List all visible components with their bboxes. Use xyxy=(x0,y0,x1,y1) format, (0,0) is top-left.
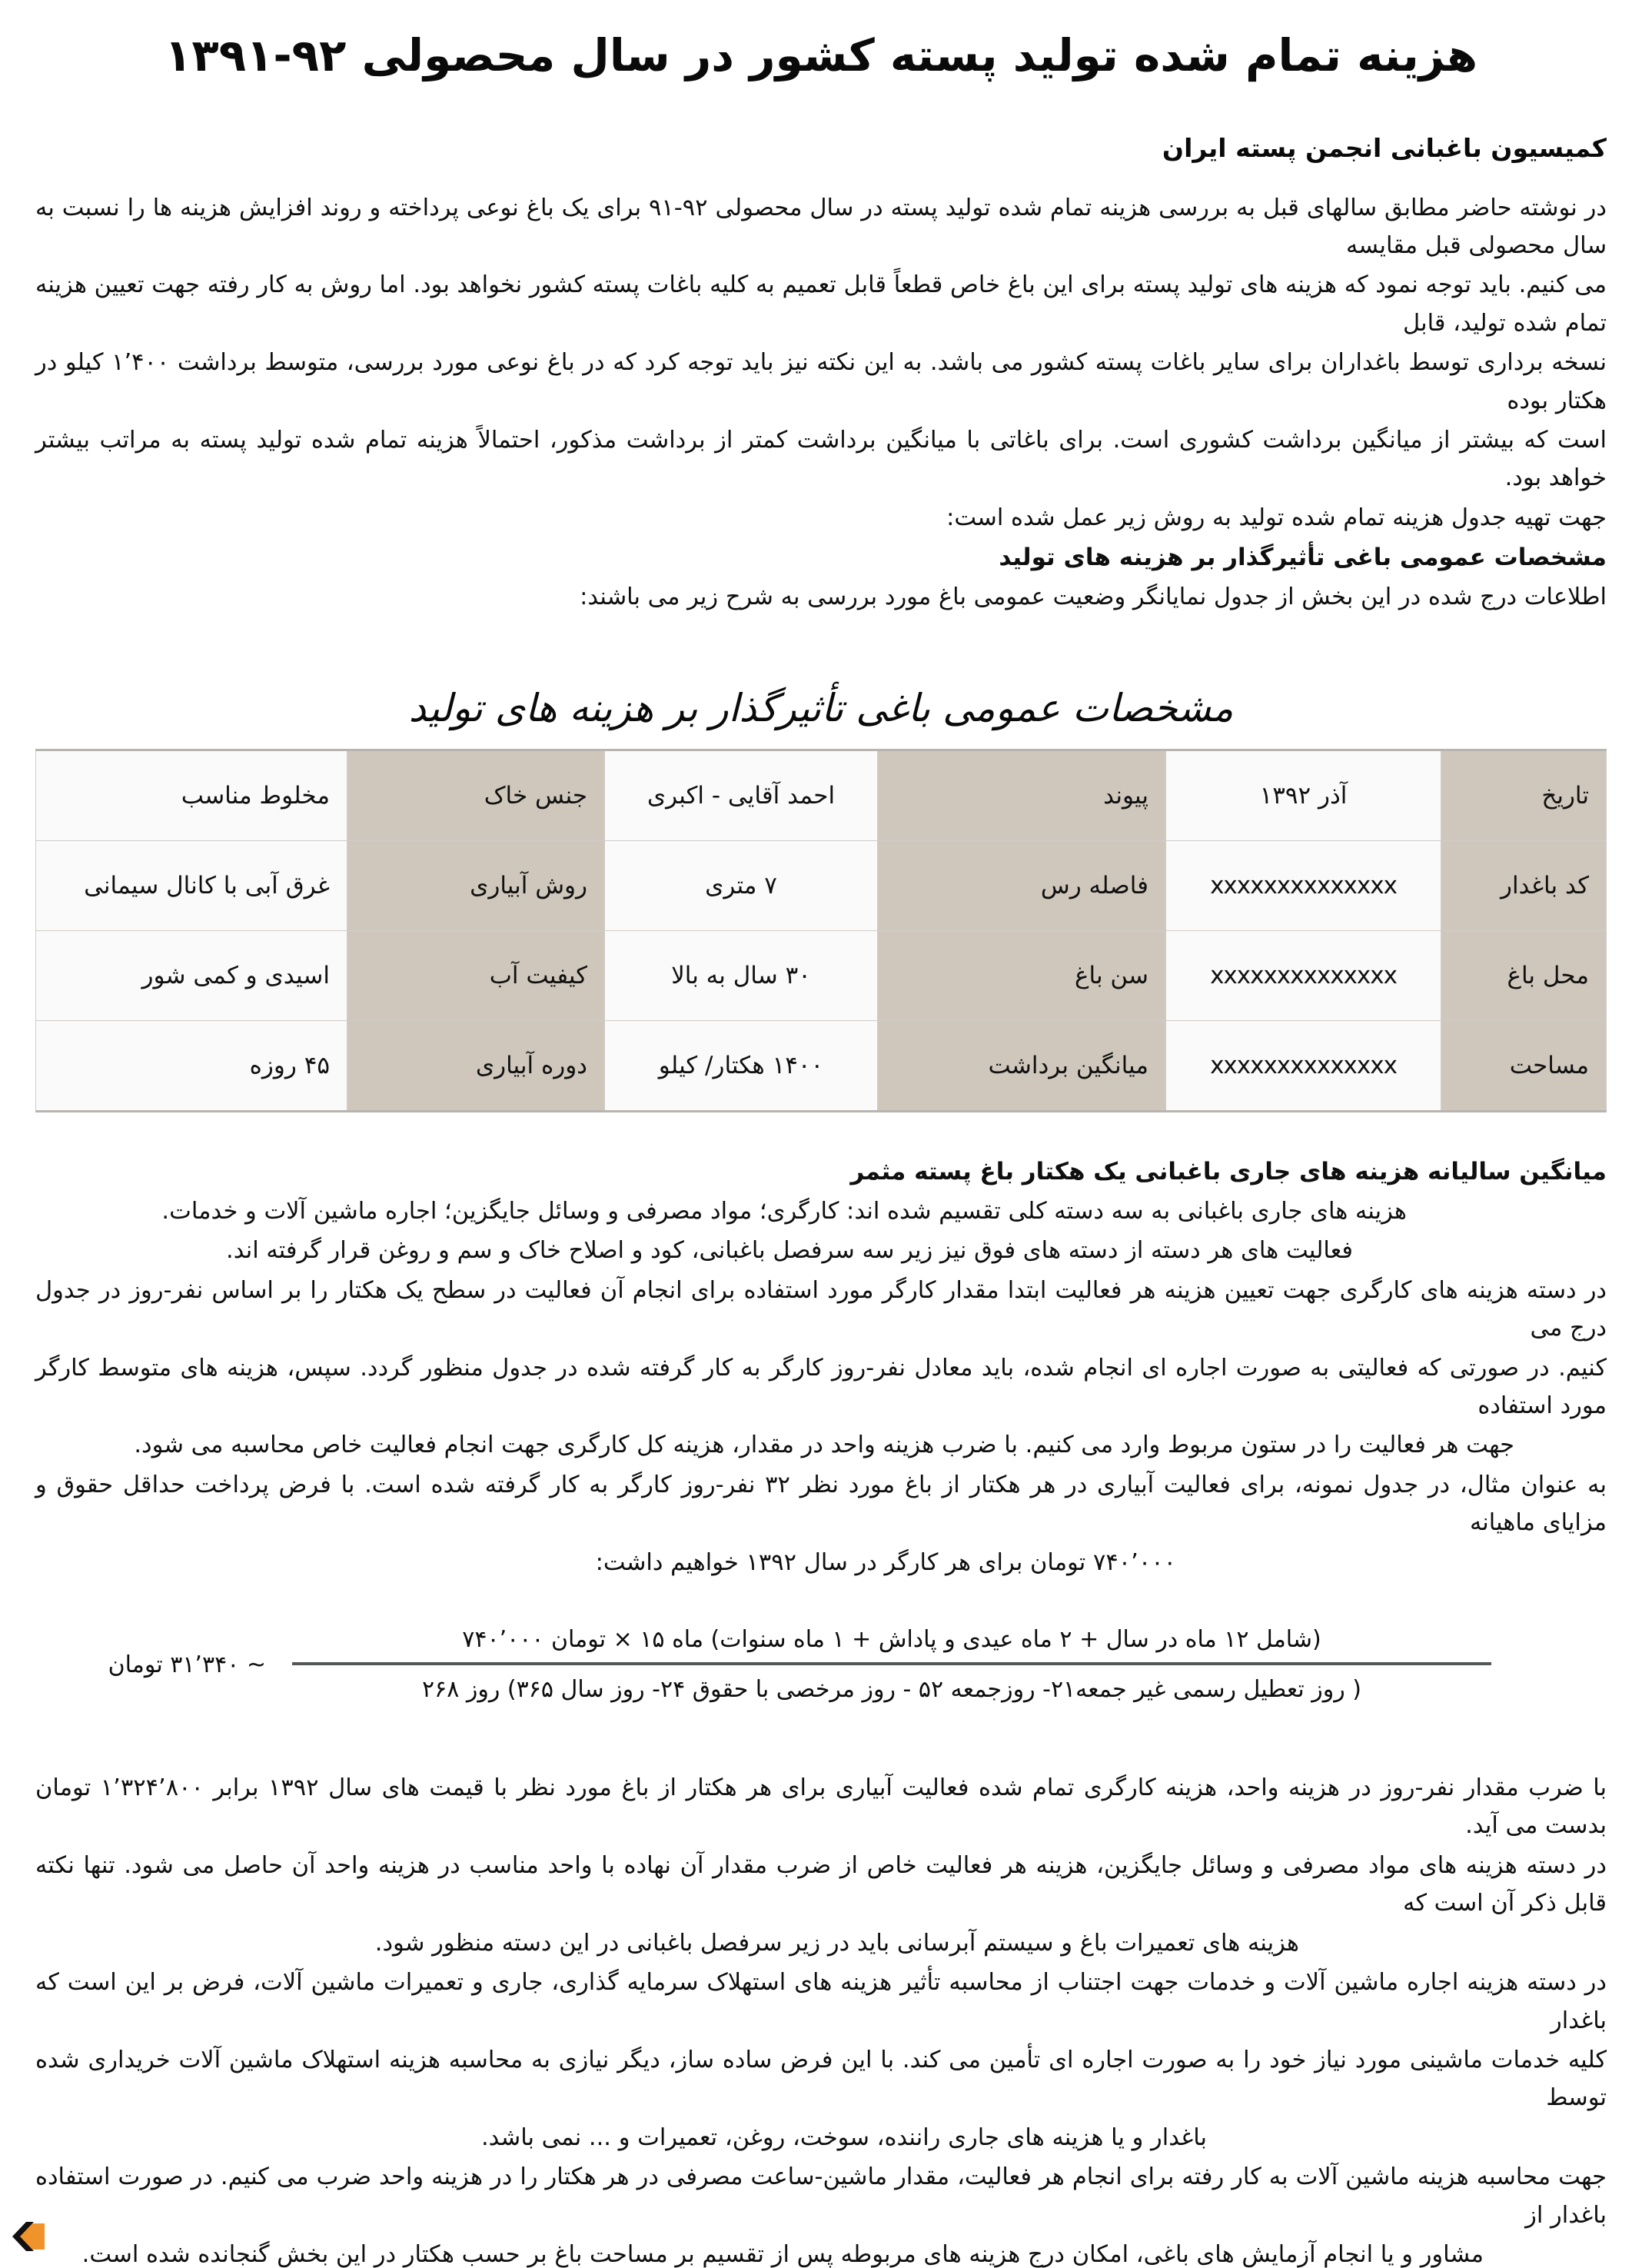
cell-value-water-quality: اسیدی و کمی شور xyxy=(36,930,347,1020)
costs-line-1: هزینه های جاری باغبانی به سه دسته کلی تقسیم شده اند: کارگری؛ مواد مصرفی و وسائل جایگزین؛ اجاره ماشین آلات و خدمات. xyxy=(161,1198,1407,1225)
machinery-line-6: باغدار و یا هزینه های جاری راننده، سوخت، روغن، تعمیرات و ... نمی باشد. xyxy=(480,2123,1207,2151)
intro-line-2: می کنیم. باید توجه نمود که هزینه های تولید پسته برای این باغ خاص قطعاً قابل تعمیم به کلیه باغات پسته کشور نخواهد بود. اما روش به کار رفته جهت تعیین هزینه تمام شده تولید، قابل xyxy=(35,271,1607,337)
specs-table xyxy=(35,749,1607,1112)
cell-label-orchard-age: سن باغ xyxy=(878,930,1166,1020)
machinery-line-8: مشاور و یا انجام آزمایش های باغی، امکان درج هزینه های مربوطه پس از تقسیم بر مساحت باغ بر حسب هکتار در این بخش گنجانده شده است. xyxy=(81,2240,1484,2268)
specs-table-title: مشخصات عمومی باغی تأثیرگذار بر هزینه های تولید xyxy=(408,685,1234,730)
cell-value-soil-type: مخلوط مناسب xyxy=(36,750,347,840)
cell-value-area: xxxxxxxxxxxxxx xyxy=(1166,1020,1441,1111)
cell-label-soil-type: جنس خاک xyxy=(347,750,605,840)
wage-formula xyxy=(35,1626,1607,1703)
costs-line-5: جهت هر فعالیت را در ستون مربوط وارد می کنیم. با ضرب هزینه واحد در مقدار، هزینه کل کارگری جهت انجام فعالیت خاص محاسبه می شود. xyxy=(134,1432,1514,1459)
costs-line-6: به عنوان مثال، در جدول نمونه، برای فعالیت آبیاری در هر هکتار از باغ مورد نظر ۳۲ نفر-روز کارگر به کار گرفته شده است. با فرض پرداخت حداقل حقوق و مزایای ماهیانه xyxy=(35,1471,1607,1537)
costs-line-2: فعالیت های هر دسته از دسته های فوق نیز زیر سه سرفصل باغبانی، کود و اصلاح خاک و سم و روغن قرار گرفته اند. xyxy=(226,1237,1353,1265)
intro-section xyxy=(35,189,1607,617)
cell-value-date: آذر ۱۳۹۲ xyxy=(1166,750,1441,840)
cell-label-clay-distance: فاصله رس xyxy=(878,840,1166,930)
table-row xyxy=(36,750,1607,840)
cell-value-irrigation-method: غرق آبی با کانال سیمانی xyxy=(36,840,347,930)
machinery-line-2: در دسته هزینه های مواد مصرفی و وسائل جایگزین، هزینه هر فعالیت خاص از ضرب مقدار آن نهاده با واحد مناسب در هزینه واحد آن حاصل می شود. تنها نکته قابل ذکر آن است که xyxy=(35,1851,1607,1917)
cell-value-orchard-location: xxxxxxxxxxxxxx xyxy=(1166,930,1441,1020)
cell-value-grower-code: xxxxxxxxxxxxxx xyxy=(1166,840,1441,930)
intro-line-3: نسخه برداری توسط باغداران برای سایر باغات پسته کشور می باشد. به این نکته نیز باید توجه کرد که در باغ نوعی مورد بررسی، متوسط برداشت ۱٬۴۰۰ کیلو در هکتار بوده xyxy=(35,349,1607,414)
fraction-denominator: ( روز تعطیل رسمی غیر جمعه۲۱- روزجمعه ۵۲ - روز مرخصی با حقوق ۲۴- روز سال ۳۶۵) روز ۲۶۸ xyxy=(422,1676,1361,1704)
cell-value-irrigation-cycle: ۴۵ روزه xyxy=(36,1020,347,1111)
intro-line-1: در نوشته حاضر مطابق سالهای قبل به بررسی هزینه تمام شده تولید پسته در سال محصولی ۹۲-۹۱ برای یک باغ نوعی پرداخته و روند افزایش هزینه ها را نسبت به سال محصولی قبل مقایسه xyxy=(35,194,1607,259)
machinery-section xyxy=(35,1769,1607,2268)
table-row xyxy=(36,840,1607,930)
fraction-numerator: (شامل ۱۲ ماه در سال + ۲ ماه عیدی و پاداش + ۱ ماه سنوات) ماه ۱۵ × تومان ۷۴۰٬۰۰۰ xyxy=(462,1626,1321,1654)
table-row xyxy=(36,1020,1607,1111)
cell-label-water-quality: کیفیت آب xyxy=(347,930,605,1020)
intro-line-5: جهت تهیه جدول هزینه تمام شده تولید به روش زیر عمل شده است: xyxy=(946,504,1607,531)
costs-line-3: در دسته هزینه های کارگری جهت تعیین هزینه هر فعالیت ابتدا مقدار کارگر مورد استفاده برای انجام آن فعالیت در سطح یک هکتار را بر اساس نفر-روز در جدول درج می xyxy=(35,1276,1607,1342)
cell-label-orchard-location: محل باغ xyxy=(1441,930,1607,1020)
cell-label-grower-code: کد باغدار xyxy=(1441,840,1607,930)
committee-byline: کمیسیون باغبانی انجمن پسته ایران xyxy=(1162,132,1607,163)
cell-label-average-yield: میانگین برداشت xyxy=(878,1020,1166,1111)
costs-subheading: میانگین سالیانه هزینه های جاری باغبانی یک هکتار باغ پسته مثمر xyxy=(850,1157,1607,1186)
table-row xyxy=(36,930,1607,1020)
costs-line-4: کنیم. در صورتی که فعالیتی به صورت اجاره ای انجام شده، باید معادل نفر-روز کارگر به کار گرفته شده در جدول منظور گردد. سپس، هزینه های متوسط کارگر مورد استفاده xyxy=(35,1354,1607,1420)
cell-value-clay-distance: ۷ متری xyxy=(605,840,878,930)
cell-value-graft: احمد آقایی - اکبری xyxy=(605,750,878,840)
intro-line-4: است که بیشتر از میانگین برداشت کشوری است. برای باغاتی با میانگین برداشت کمتر از برداشت مذکور، احتمالاً هزینه تمام شده تولید پسته به مراتب بیشتر خواهد بود. xyxy=(35,426,1607,492)
chevron-left-icon xyxy=(6,2219,52,2254)
previous-page-button[interactable] xyxy=(6,2219,52,2254)
costs-line-7: ۷۴۰٬۰۰۰ تومان برای هر کارگر در سال ۱۳۹۲ خواهیم داشت: xyxy=(595,1548,1176,1576)
cell-label-graft: پیوند xyxy=(878,750,1166,840)
fraction xyxy=(292,1626,1491,1703)
cell-label-irrigation-method: روش آبیاری xyxy=(347,840,605,930)
fraction-result: ~ ۳۱٬۳۴۰ تومان xyxy=(108,1651,266,1678)
intro-line-6: اطلاعات درج شده در این بخش از جدول نمایانگر وضعیت عمومی باغ مورد بررسی به شرح زیر می باشند: xyxy=(580,584,1607,611)
cell-value-average-yield: ۱۴۰۰ هکتار/ کیلو xyxy=(605,1020,878,1111)
machinery-line-5: کلیه خدمات ماشینی مورد نیاز خود را به صورت اجاره ای تأمین می کند. با این فرض ساده ساز، دیگر نیازی به محاسبه هزینه استهلاک ماشین آلات خریداری شده توسط xyxy=(35,2046,1607,2112)
machinery-line-4: در دسته هزینه اجاره ماشین آلات و خدمات جهت اجتناب از محاسبه تأثیر هزینه های استهلاک سرمایه گذاری، جاری و تعمیرات ماشین آلات، فرض بر این است که باغدار xyxy=(35,1969,1607,2034)
machinery-line-7: جهت محاسبه هزینه ماشین آلات به کار رفته برای انجام هر فعالیت، مقدار ماشین-ساعت مصرفی در هر هکتار را در هزینه واحد ضرب می کنیم. در صورت استفاده باغدار از xyxy=(35,2163,1607,2229)
machinery-line-3: هزینه های تعمیرات باغ و سیستم آبرسانی باید در زیر سرفصل باغبانی در این دسته منظور شود. xyxy=(374,1929,1299,1957)
intro-subheading: مشخصات عمومی باغی تأثیرگذار بر هزینه های تولید xyxy=(999,544,1607,572)
cell-label-date: تاریخ xyxy=(1441,750,1607,840)
cell-value-orchard-age: ۳۰ سال به بالا xyxy=(605,930,878,1020)
cell-label-irrigation-cycle: دوره آبیاری xyxy=(347,1020,605,1111)
cell-label-area: مساحت xyxy=(1441,1020,1607,1111)
machinery-line-1: با ضرب مقدار نفر-روز در هزینه واحد، هزینه کارگری تمام شده فعالیت آبیاری برای هر هکتار از باغ مورد نظر با قیمت های سال ۱۳۹۲ برابر ۱٬۳۲۴٬۸۰۰ تومان بدست می آید. xyxy=(35,1774,1607,1840)
costs-section xyxy=(35,1152,1607,1581)
page-title: هزینه تمام شده تولید پسته کشور در سال محصولی ۹۲-۱۳۹۱ xyxy=(164,29,1478,81)
